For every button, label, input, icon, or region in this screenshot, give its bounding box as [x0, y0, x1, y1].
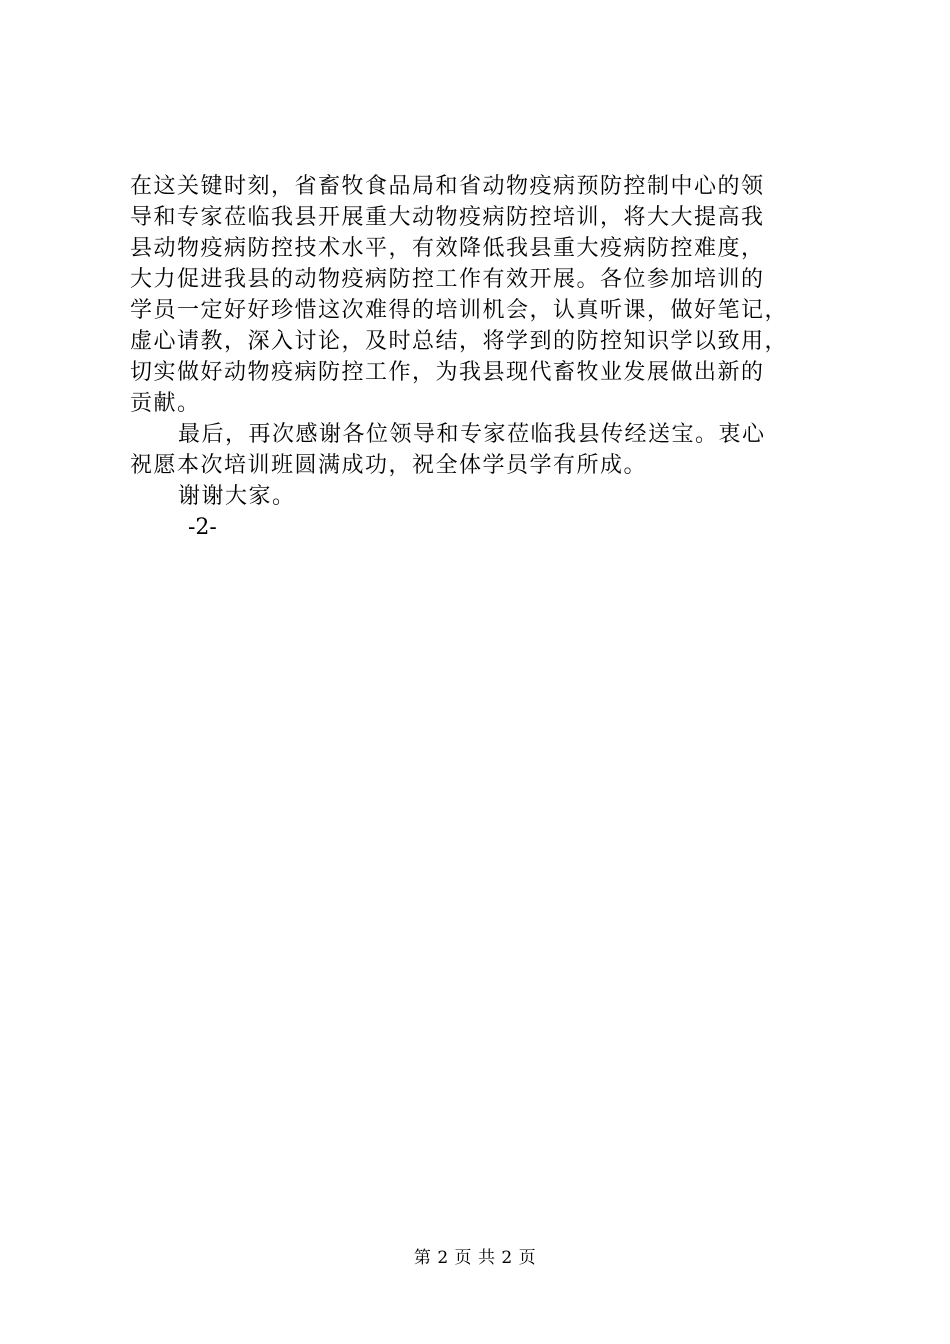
paragraph-1-line-2: 导和专家莅临我县开展重大动物疫病防控培训，将大大提高我 — [130, 205, 765, 230]
page-footer: 第 2 页 共 2 页 — [413, 1248, 537, 1268]
document-body — [130, 171, 850, 543]
paragraph-1-line-8: 贡献。 — [130, 391, 201, 416]
paragraph-1-line-7: 切实做好动物疫病防控工作，为我县现代畜牧业发展做出新的 — [130, 360, 765, 385]
inline-page-marker: -2- — [188, 515, 217, 540]
paragraph-2-line-2: 祝愿本次培训班圆满成功，祝全体学员学有所成。 — [130, 453, 648, 478]
paragraph-1-line-1: 在这关键时刻，省畜牧食品局和省动物疫病预防控制中心的领 — [130, 174, 765, 199]
paragraph-1-line-6: 虚心请教，深入讨论，及时总结，将学到的防控知识学以致用， — [130, 329, 789, 354]
paragraph-1-line-3: 县动物疫病防控技术水平，有效降低我县重大疫病防控难度， — [130, 236, 765, 261]
closing-line: 谢谢大家。 — [178, 484, 296, 509]
paragraph-1-line-4: 大力促进我县的动物疫病防控工作有效开展。各位参加培训的 — [130, 267, 765, 292]
paragraph-2-line-1: 最后，再次感谢各位领导和专家莅临我县传经送宝。衷心 — [178, 422, 766, 447]
paragraph-1-line-5: 学员一定好好珍惜这次难得的培训机会，认真听课，做好笔记， — [130, 298, 789, 323]
